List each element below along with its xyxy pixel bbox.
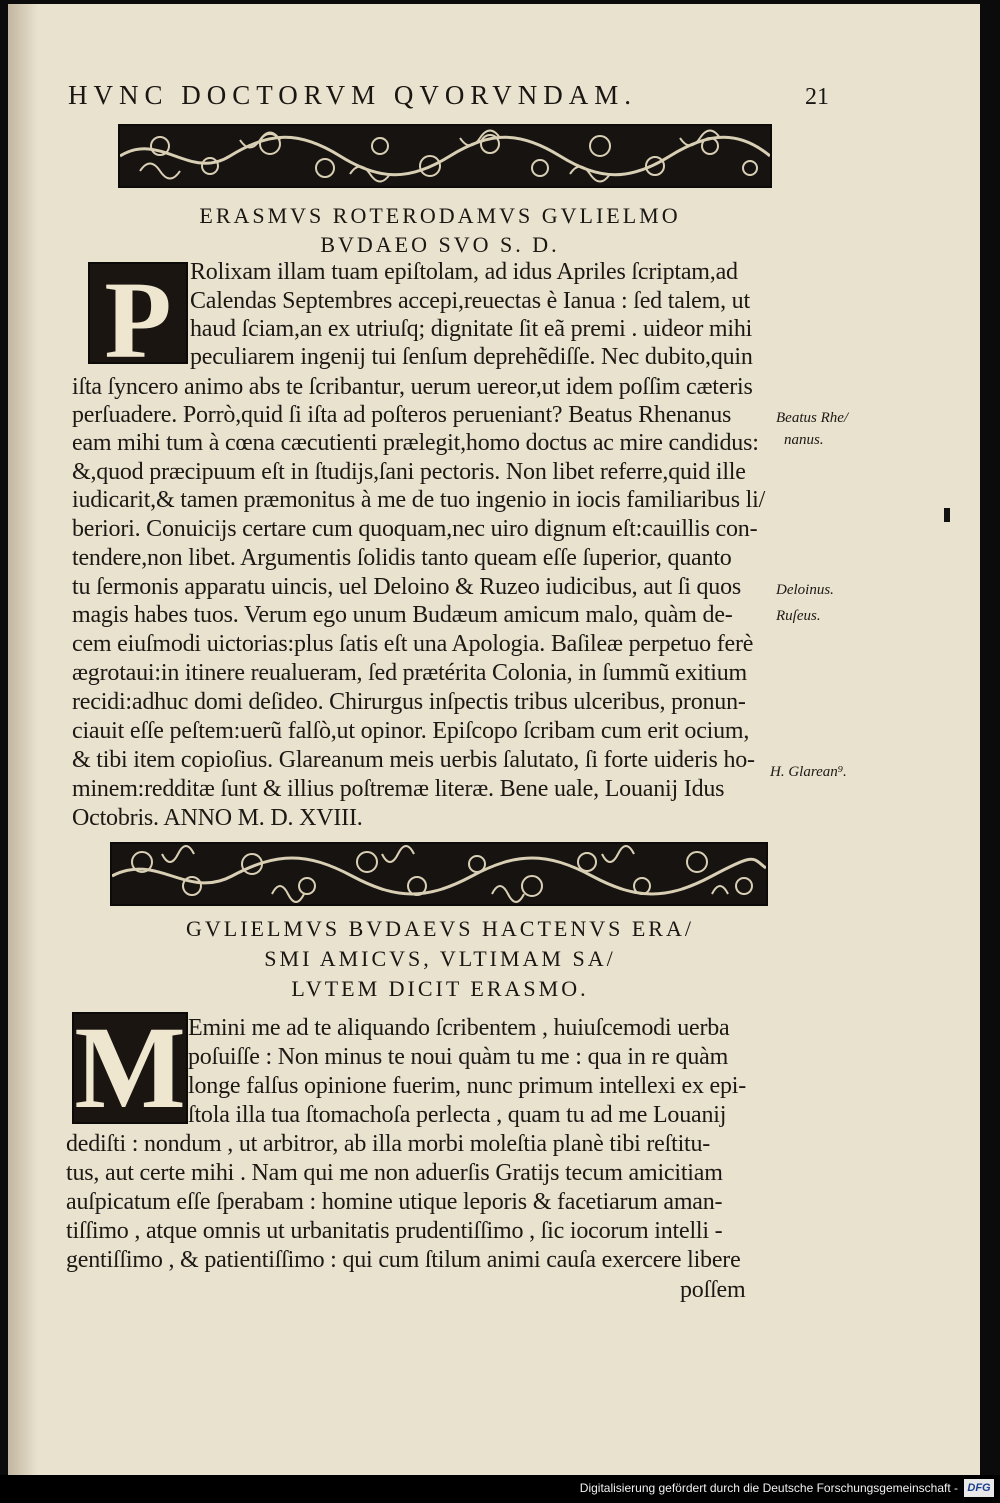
text-line: perſuadere. Porrò,quid ſi iſta ad poſteros perueniant? Beatus Rhenanus — [72, 402, 732, 428]
text-line: iſta ſyncero animo abs te ſcribantur, uerum uereor,ut idem poſſim cæteris — [72, 374, 753, 400]
text-line: magis habes tuos. Verum ego unum Budæum amicum malo, quàm de- — [72, 602, 733, 628]
floral-ornament-icon — [112, 844, 766, 904]
text-line: Emini me ad te aliquando ſcribentem , huiuſcemodi uerba — [188, 1015, 730, 1041]
text-line: recidi:adhuc domi deſideo. Chirurgus inſpectis tribus ulceribus, pronun- — [72, 689, 746, 715]
initial-letter: P — [104, 259, 172, 381]
floral-ornament-icon — [120, 126, 770, 186]
text-line: cem eiuſmodi uictorias:plus ſatis eſt una Apologia. Baſileæ perpetuo ferè — [72, 631, 754, 657]
text-line: gentiſſimo , & patientiſſimo : qui cum ſtilum animi cauſa exercere libere — [66, 1247, 741, 1273]
text-line: Octobris. ANNO M. D. XVIII. — [72, 805, 363, 831]
text-line: tu ſermonis apparatu uincis, uel Deloino & Ruzeo iudicibus, aut ſi quos — [72, 574, 742, 600]
margin-note-glareanus: H. Glarean⁹. — [770, 764, 847, 780]
page-number: 21 — [805, 84, 829, 110]
decorated-initial-p — [88, 259, 188, 381]
letter1-heading-line1: ERASMVS ROTERODAMVS GVLIELMO — [199, 203, 681, 228]
text-line: dediſti : nondum , ut arbitror, ab illa morbi moleſtia planè tibi reſtitu- — [66, 1131, 711, 1157]
text-line: Calendas Septembres accepi,reuectas è Ianua : ſed talem, ut — [190, 288, 750, 314]
text-line: tus, aut certe mihi . Nam qui me non aduerſis Gratijs tecum amicitiam — [66, 1160, 723, 1186]
text-line: peculiarem ingenij tui ſenſum deprehẽdiſſe. Nec dubito,quin — [190, 344, 753, 370]
text-line: Rolixam illam tuam epiſtolam, ad idus Apriles ſcriptam,ad — [190, 259, 738, 285]
letter2-heading-line3: LVTEM DICIT ERASMO. — [291, 976, 589, 1001]
decorated-initial-m — [72, 1002, 188, 1133]
text-line: poſuiſſe : Non minus te noui quàm tu me : qua in re quàm — [188, 1044, 729, 1070]
text-line: ciauit eſſe peſtem:uerũ falſò,ut opinor. Epiſcopo ſcribam cum erit ocium, — [72, 718, 750, 744]
margin-note-deloinus: Deloinus. — [776, 582, 834, 598]
letter2-heading-line1: GVLIELMVS BVDAEVS HACTENVS ERA/ — [186, 916, 694, 941]
text-line: ægrotaui:in itinere reualueram, ſed prætérita Colonia, in ſummũ exitium — [72, 660, 747, 686]
text-line: tendere,non libet. Argumentis ſolidis tanto queam eſſe ſuperior, quanto — [72, 545, 732, 571]
text-line: beriori. Conuicijs certare cum quoquam,nec uiro dignum eſt:cauillis con- — [72, 516, 758, 542]
text-line: & tibi item copioſius. Glareanum meis uerbis ſalutato, ſi forte uideris ho- — [72, 747, 755, 773]
text-line: eam mihi tum à cœna cæcutienti prælegit,homo doctus ac mire candidus: — [72, 430, 759, 456]
catchword: poſſem — [680, 1277, 746, 1303]
margin-note-ruseus: Ruſeus. — [776, 608, 821, 624]
text-line: minem:redditæ ſunt & illius poſtremæ literæ. Bene uale, Louanij Idus — [72, 776, 725, 802]
text-line: ſtola illa tua ſtomachoſa perlecta , quam tu ad me Louanij — [188, 1102, 727, 1128]
letter2-heading-line2: SMI AMICVS, VLTIMAM SA/ — [264, 946, 616, 971]
running-head: HVNC DOCTORVM QVORVNDAM. — [68, 80, 637, 110]
text-line: tiſſimo , atque omnis ut urbanitatis prudentiſſimo , ſic iocorum intelli - — [66, 1218, 723, 1244]
digitization-footer — [0, 1475, 1000, 1503]
text-line: longe falſus opinione fuerim, nunc primum intellexi ex epi- — [188, 1073, 747, 1099]
letter1-heading-line2: BVDAEO SVO S. D. — [320, 232, 560, 257]
page-gutter-shadow — [8, 4, 38, 1475]
page-edge-mark — [944, 508, 950, 522]
funding-credit: Digitalisierung gefördert durch die Deutsche Forschungsgemeinschaft - — [579, 1481, 958, 1495]
text-line: haud ſciam,an ex utriuſq; dignitate ſit eã premi . uideor mihi — [190, 316, 753, 342]
margin-note-beatus: Beatus Rhe/ — [776, 410, 849, 426]
text-line: auſpicatum eſſe ſperabam : homine utique leporis & facetiarum aman- — [66, 1189, 723, 1215]
initial-letter: M — [74, 1002, 186, 1133]
ornamental-band-middle — [110, 842, 768, 906]
text-line: &,quod præcipuum eſt in ſtudijs,ſani pectoris. Non libet referre,quid ille — [72, 459, 746, 485]
margin-note-beatus-cont: nanus. — [784, 432, 824, 448]
ornamental-band-top — [118, 124, 772, 188]
text-line: iudicarit,& tamen præmonitus à me de tuo ingenio in iocis familiaribus li/ — [72, 487, 766, 513]
dfg-logo: DFG — [964, 1479, 994, 1497]
